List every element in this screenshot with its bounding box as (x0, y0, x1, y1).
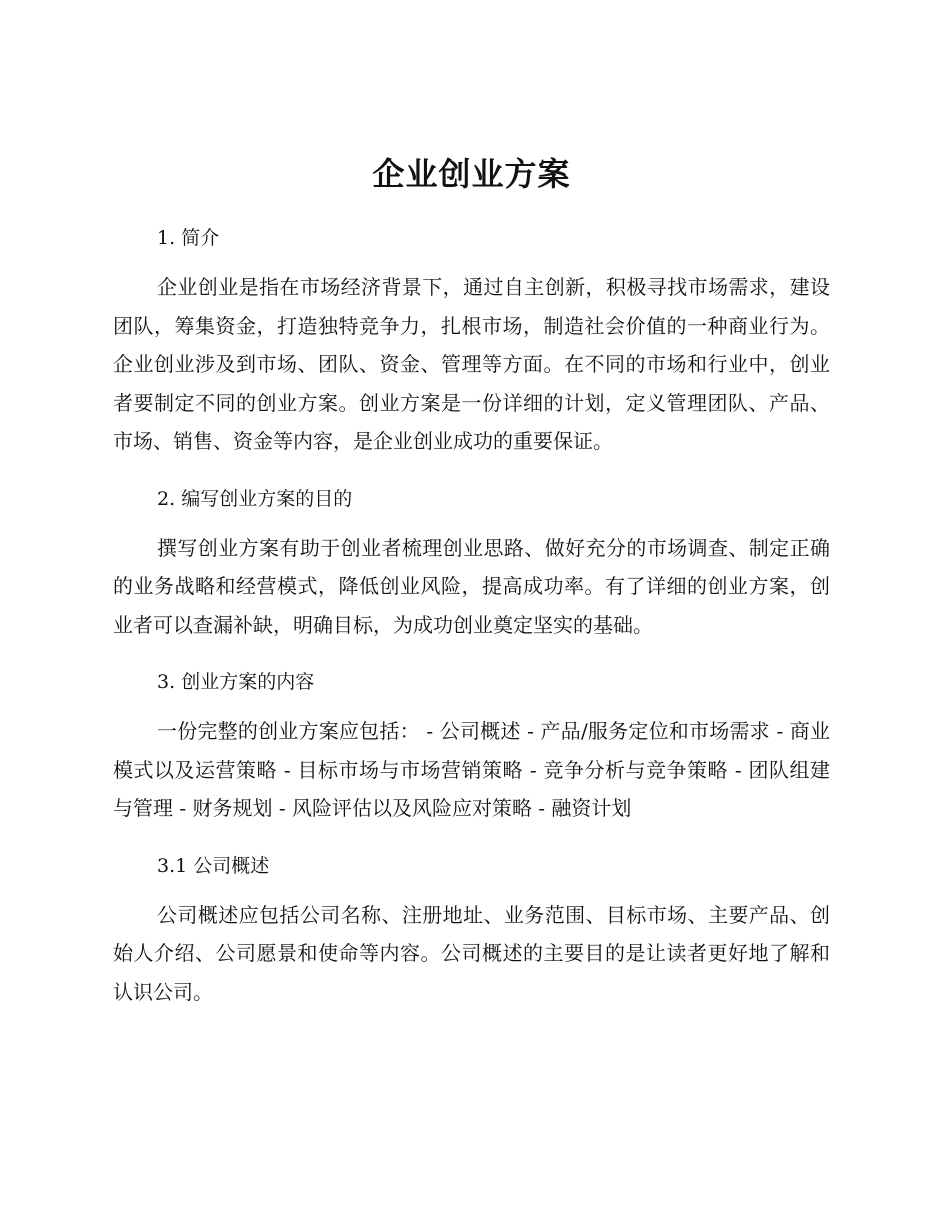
section-body: 公司概述应包括公司名称、注册地址、业务范围、目标市场、主要产品、创始人介绍、公司愿景和使命等内容。公司概述的主要目的是让读者更好地了解和认识公司。 (113, 902, 830, 1004)
section-purpose (113, 483, 830, 645)
section-heading-text: 创业方案的内容 (181, 671, 315, 693)
section-body: 撰写创业方案有助于创业者梳理创业思路、做好充分的市场调查、制定正确的业务战略和经营模式，降低创业风险，提高成功率。有了详细的创业方案，创业者可以查漏补缺，明确目标，为成功创业奠定坚实的基础。 (113, 535, 830, 637)
document-title: 企业创业方案 (372, 155, 571, 193)
section-heading (113, 666, 830, 698)
section-body: 一份完整的创业方案应包括： - 公司概述 - 产品/服务定位和市场需求 - 商业模式以及运营策略 - 目标市场与市场营销策略 - 竞争分析与竞争策略 - 团队组建与管理 - 财务规划 - 风险评估以及风险应对策略 - 融资计划 (113, 719, 830, 820)
section-heading (113, 222, 830, 254)
section-number: 1. (157, 227, 176, 249)
section-heading (113, 850, 830, 882)
section-heading-text: 编写创业方案的目的 (181, 487, 353, 510)
section-contents (113, 666, 830, 828)
section-number: 2. (157, 487, 176, 510)
section-number: 3. (157, 671, 176, 693)
section-number: 3.1 (157, 854, 188, 877)
section-heading (113, 483, 830, 515)
section-intro (113, 222, 830, 461)
section-company-overview (113, 850, 830, 1012)
section-body: 企业创业是指在市场经济背景下，通过自主创新，积极寻找市场需求，建设团队，筹集资金，打造独特竞争力，扎根市场，制造社会价值的一种商业行为。企业创业涉及到市场、团队、资金、管理等方面。在不同的市场和行业中，创业者要制定不同的创业方案。创业方案是一份详细的计划，定义管理团队、产品、市场、销售、资金等内容，是企业创业成功的重要保证。 (113, 275, 830, 453)
section-heading-text: 简介 (181, 227, 220, 249)
section-heading-text: 公司概述 (193, 854, 270, 877)
